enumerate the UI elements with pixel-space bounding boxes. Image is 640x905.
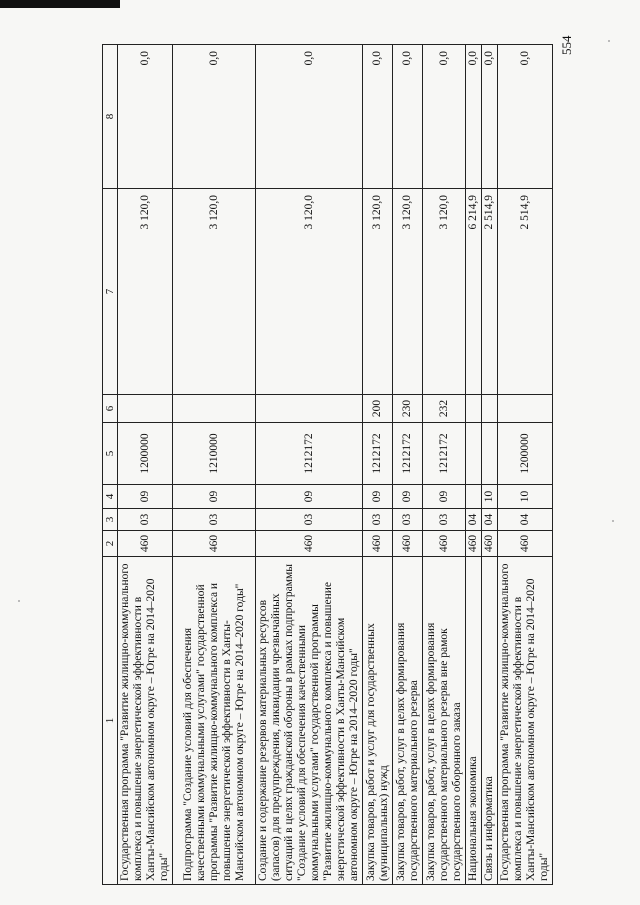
row-name: Государственная программа "Развитие жилищно-коммунального комплекса и повышение энергетической эффективности в Ханты-Мансийском автономном округе – Югре на 2014–2020 годы" xyxy=(118,557,173,885)
cell-expense-type xyxy=(482,395,498,423)
cell-target: 1212172 xyxy=(256,423,363,485)
cell-amount: 2 514,9 xyxy=(498,189,553,395)
header-cell: 8 xyxy=(103,45,118,189)
header-cell: 7 xyxy=(103,189,118,395)
cell-amount-2: 0,0 xyxy=(423,45,466,189)
cell-amount: 2 514,9 xyxy=(482,189,498,395)
cell-subsection xyxy=(466,485,482,509)
cell-target: 1212172 xyxy=(423,423,466,485)
cell-target: 1212172 xyxy=(393,423,423,485)
cell-subsection: 09 xyxy=(423,485,466,509)
cell-expense-type xyxy=(118,395,173,423)
table-row xyxy=(482,45,498,885)
cell-amount-2: 0,0 xyxy=(256,45,363,189)
cell-amount-2: 0,0 xyxy=(173,45,256,189)
cell-target: 1212172 xyxy=(363,423,393,485)
cell-section: 04 xyxy=(466,509,482,531)
scan-speck xyxy=(608,40,610,42)
cell-expense-type xyxy=(498,395,553,423)
cell-admin: 460 xyxy=(173,531,256,557)
cell-section: 03 xyxy=(423,509,466,531)
cell-expense-type xyxy=(466,395,482,423)
header-cell: 5 xyxy=(103,423,118,485)
row-name: Государственная программа "Развитие жилищно-коммунального комплекса и повышение энергетической эффективности в Ханты-Мансийском автономном округе – Югре на 2014–2020 годы" xyxy=(498,557,553,885)
table-row xyxy=(118,45,173,885)
cell-admin: 460 xyxy=(423,531,466,557)
rotated-table-container xyxy=(102,45,550,885)
header-cell: 6 xyxy=(103,395,118,423)
cell-amount: 3 120,0 xyxy=(363,189,393,395)
cell-section: 04 xyxy=(498,509,553,531)
cell-amount: 3 120,0 xyxy=(256,189,363,395)
cell-subsection: 10 xyxy=(482,485,498,509)
header-cell: 1 xyxy=(103,557,118,885)
cell-target: 1200000 xyxy=(498,423,553,485)
cell-subsection: 09 xyxy=(118,485,173,509)
cell-section: 03 xyxy=(173,509,256,531)
top-edge-bar xyxy=(0,0,120,8)
cell-subsection: 09 xyxy=(173,485,256,509)
cell-section: 03 xyxy=(393,509,423,531)
row-name: Подпрограмма "Создание условий для обеспечения качественными коммунальными услугами" государственной программы "Развитие жилищно-коммунального комплекса и повышение энергетической эффективности в Ханты-Мансийском автономном округе – Югре на 2014–2020 годы" xyxy=(173,557,256,885)
cell-expense-type: 200 xyxy=(363,395,393,423)
cell-amount: 3 120,0 xyxy=(393,189,423,395)
table-row xyxy=(393,45,423,885)
header-cell: 2 xyxy=(103,531,118,557)
scan-speck xyxy=(612,520,614,522)
cell-expense-type xyxy=(173,395,256,423)
row-name: Закупка товаров, работ и услуг для государственных (муниципальных) нужд xyxy=(363,557,393,885)
cell-subsection: 09 xyxy=(256,485,363,509)
cell-admin: 460 xyxy=(482,531,498,557)
cell-amount-2: 0,0 xyxy=(482,45,498,189)
cell-admin: 460 xyxy=(393,531,423,557)
row-name: Закупка товаров, работ, услуг в целях формирования государственного материального резерва xyxy=(393,557,423,885)
table-row xyxy=(466,45,482,885)
cell-section: 03 xyxy=(118,509,173,531)
page-number: 554 xyxy=(559,35,574,55)
row-name: Национальная экономика xyxy=(466,557,482,885)
cell-amount-2: 0,0 xyxy=(363,45,393,189)
table-row xyxy=(363,45,393,885)
cell-target: 1200000 xyxy=(118,423,173,485)
cell-amount-2: 0,0 xyxy=(393,45,423,189)
scan-speck xyxy=(18,600,20,602)
header-cell: 4 xyxy=(103,485,118,509)
table-row xyxy=(498,45,553,885)
header-cell: 3 xyxy=(103,509,118,531)
cell-target xyxy=(466,423,482,485)
row-name: Создание и содержание резервов материальных ресурсов (запасов) для предупреждения, ликвидации чрезвычайных ситуаций в целях гражданской обороны в рамках подпрограммы "Создание условий для обеспечения качественными коммунальными услугами" государственной программы "Развитие жилищно-коммунального комплекса и повышение энергетической эффективности в Ханты-Мансийском автономном округе – Югре на 2014–2020 годы" xyxy=(256,557,363,885)
cell-admin: 460 xyxy=(118,531,173,557)
cell-expense-type: 230 xyxy=(393,395,423,423)
cell-amount-2: 0,0 xyxy=(118,45,173,189)
table-row xyxy=(423,45,466,885)
cell-expense-type: 232 xyxy=(423,395,466,423)
cell-expense-type xyxy=(256,395,363,423)
cell-target xyxy=(482,423,498,485)
cell-admin: 460 xyxy=(256,531,363,557)
cell-admin: 460 xyxy=(466,531,482,557)
cell-amount-2: 0,0 xyxy=(466,45,482,189)
cell-subsection: 10 xyxy=(498,485,553,509)
cell-admin: 460 xyxy=(363,531,393,557)
cell-amount: 6 214,9 xyxy=(466,189,482,395)
cell-section: 03 xyxy=(256,509,363,531)
budget-table xyxy=(102,44,553,885)
cell-amount-2: 0,0 xyxy=(498,45,553,189)
cell-subsection: 09 xyxy=(363,485,393,509)
cell-amount: 3 120,0 xyxy=(173,189,256,395)
row-name: Связь и информатика xyxy=(482,557,498,885)
table-row xyxy=(173,45,256,885)
cell-section: 04 xyxy=(482,509,498,531)
cell-amount: 3 120,0 xyxy=(423,189,466,395)
table-row xyxy=(256,45,363,885)
cell-section: 03 xyxy=(363,509,393,531)
header-row xyxy=(103,45,118,885)
cell-amount: 3 120,0 xyxy=(118,189,173,395)
cell-target: 1210000 xyxy=(173,423,256,485)
cell-subsection: 09 xyxy=(393,485,423,509)
cell-admin: 460 xyxy=(498,531,553,557)
row-name: Закупка товаров, работ, услуг в целях формирования государственного материального резерва вне рамок государственного оборонного заказа xyxy=(423,557,466,885)
